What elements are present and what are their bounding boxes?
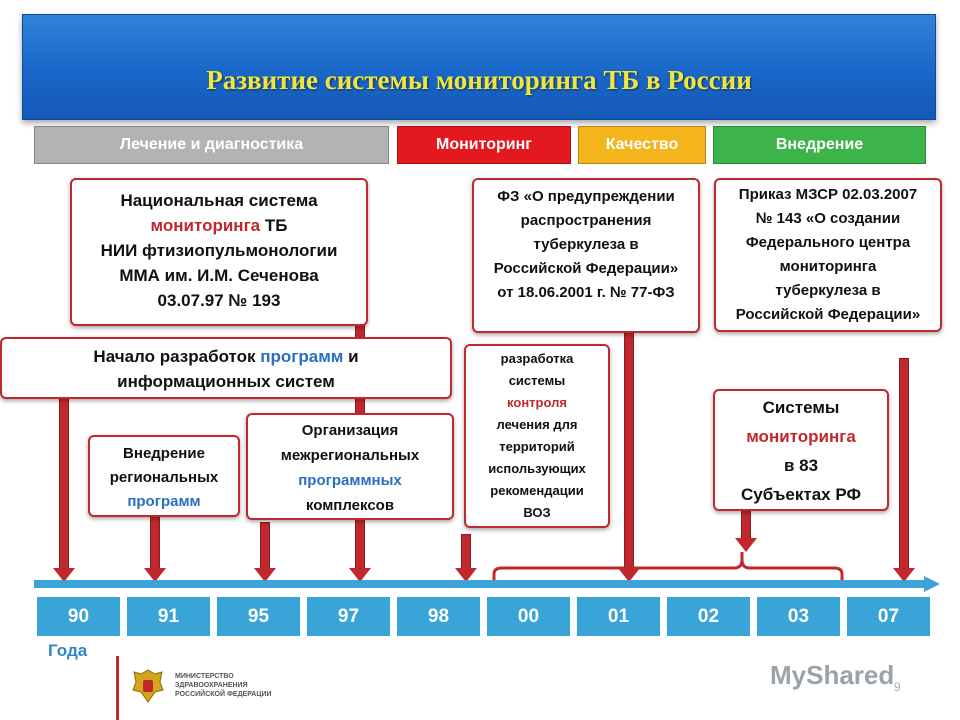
arrow-95 (260, 522, 270, 570)
ministry-line-3: РОССИЙСКОЙ ФЕДЕРАЦИИ (175, 691, 272, 698)
ministry-order-box: Приказ МЗСР 02.03.2007 № 143 «О создании Федерального центра мониторинга туберкулеза в Российской Федерации» (714, 178, 942, 332)
interregional-box: Организация межрегиональных программных комплексов (246, 413, 454, 520)
ministry-line-1: МИНИСТЕРСТВО (175, 673, 234, 680)
year-01: 01 (577, 597, 660, 636)
arrow-98 (461, 534, 471, 570)
title-bar (22, 14, 936, 120)
year-07: 07 (847, 597, 930, 636)
category-quality: Качество (578, 126, 706, 164)
arrow-91 (150, 516, 160, 570)
category-implementation: Внедрение (713, 126, 926, 164)
page-title: Развитие системы мониторинга ТБ в России (206, 65, 752, 95)
year-91: 91 (127, 597, 210, 636)
start-development-box: Начало разработок программ и информационных систем (0, 337, 452, 399)
national-system-box: Национальная система мониторинга ТБ НИИ фтизиопульмонологии ММА им. И.М. Сеченова 03.07.97 № 193 (70, 178, 368, 326)
timeline-bar (34, 580, 930, 588)
watermark: MyShared (770, 660, 895, 690)
year-00: 00 (487, 597, 570, 636)
federal-law-box: ФЗ «О предупреждении распространения туберкулеза в Российской Федерации» от 18.06.2001 г. № 77-ФЗ (472, 178, 700, 333)
arrow-01 (624, 330, 634, 570)
years-label: Года (48, 641, 88, 660)
arrow-03 (741, 510, 751, 540)
year-98: 98 (397, 597, 480, 636)
year-02: 02 (667, 597, 750, 636)
category-monitoring: Мониторинг (397, 126, 571, 164)
category-treatment: Лечение и диагностика (34, 126, 389, 164)
arrow-07 (899, 358, 909, 570)
year-95: 95 (217, 597, 300, 636)
regional-programs-box: Внедрение региональных программ (88, 435, 240, 517)
timeline-arrow-head (924, 576, 940, 592)
monitoring-systems-box: Системы мониторинга в 83 Субъектах РФ (713, 389, 889, 511)
ministry-logo (116, 656, 303, 720)
year-03: 03 (757, 597, 840, 636)
ministry-line-2: ЗДРАВООХРАНЕНИЯ (175, 682, 248, 689)
who-control-box: разработка системы контроля лечения для территорий использующих рекомендации ВОЗ (464, 344, 610, 528)
page-number: 9 (894, 680, 901, 694)
arrow-90 (59, 392, 69, 570)
year-97: 97 (307, 597, 390, 636)
emblem-icon (129, 666, 167, 706)
year-90: 90 (37, 597, 120, 636)
